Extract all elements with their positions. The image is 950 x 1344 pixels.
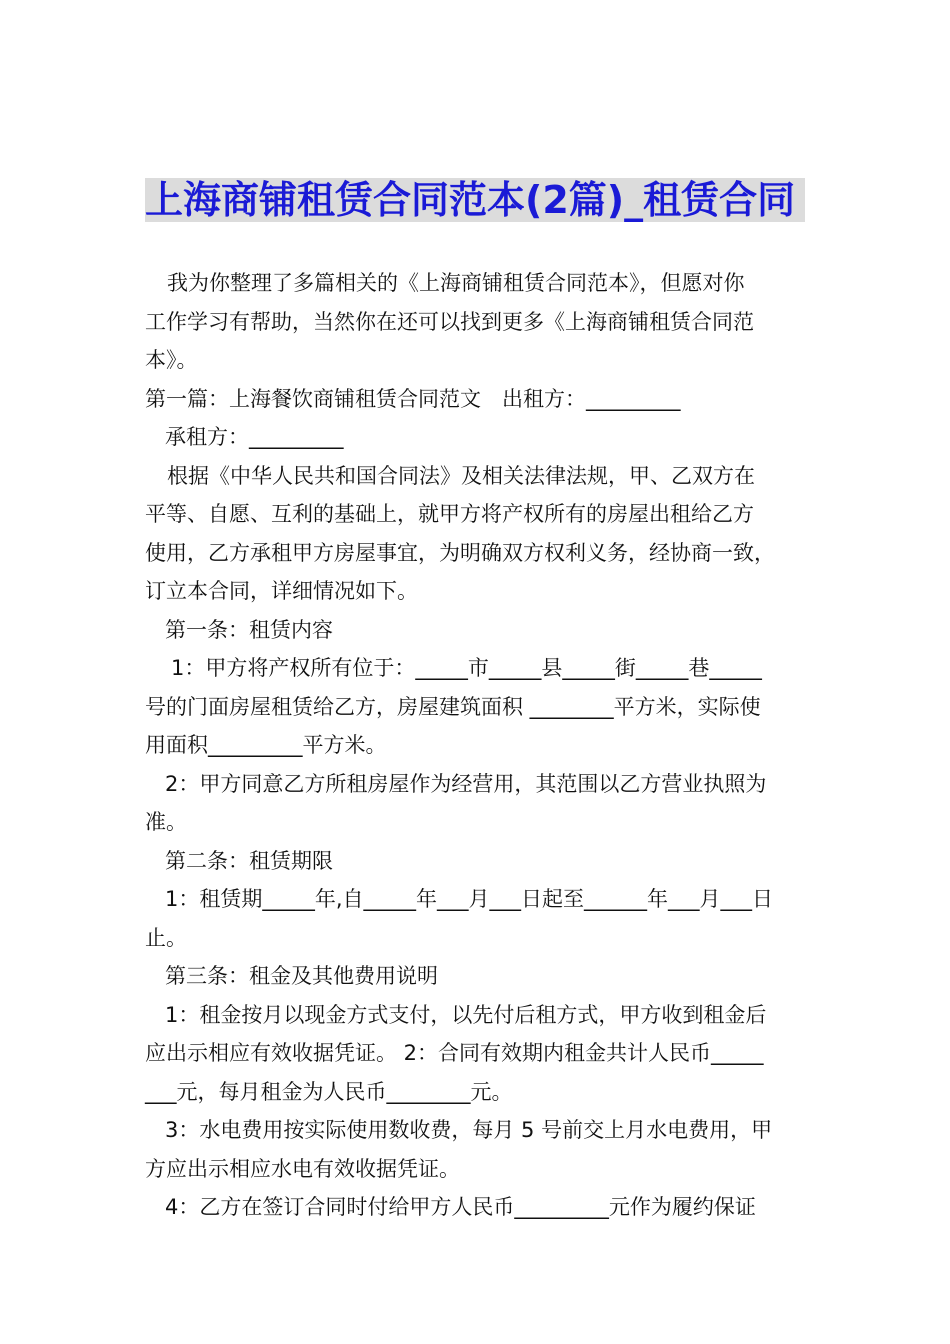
paragraph-line: 用面积_________平方米。 bbox=[145, 733, 387, 757]
paragraph-line: 使用，乙方承租甲方房屋事宜，为明确双方权利义务，经协商一致， bbox=[145, 540, 775, 565]
paragraph-line: 订立本合同，详细情况如下。 bbox=[145, 579, 418, 603]
paragraph-line: 4：乙方在签订合同时付给甲方人民币_________元作为履约保证 bbox=[165, 1195, 756, 1219]
paragraph-line: 工作学习有帮助，当然你在还可以找到更多《上海商铺租赁合同范 bbox=[145, 309, 754, 334]
section-heading: 第三条：租金及其他费用说明 bbox=[165, 964, 438, 988]
paragraph-line: 2：甲方同意乙方所租房屋作为经营用，其范围以乙方营业执照为 bbox=[165, 771, 767, 796]
paragraph-line: 方应出示相应水电有效收据凭证。 bbox=[145, 1156, 460, 1181]
paragraph-line: 我为你整理了多篇相关的《上海商铺租赁合同范本》，但愿对你 bbox=[167, 271, 745, 295]
paragraph-line: 平等、自愿、互利的基础上，就甲方将产权所有的房屋出租给乙方 bbox=[145, 502, 754, 526]
paragraph-line: 1：租金按月以现金方式支付，以先付后租方式，甲方收到租金后 bbox=[165, 1002, 767, 1027]
paragraph-line: 1：甲方将产权所有位于：_____市_____县_____街_____巷_____ bbox=[171, 656, 762, 680]
title-highlight bbox=[145, 178, 805, 222]
paragraph-line: 号的门面房屋租赁给乙方，房屋建筑面积 ________平方米，实际使 bbox=[145, 694, 761, 719]
paragraph-line: 承租方：_________ bbox=[165, 425, 344, 449]
section-heading: 第一条：租赁内容 bbox=[165, 617, 333, 642]
document-body bbox=[145, 264, 815, 1227]
paragraph-line: 3：水电费用按实际使用数收费，每月 5 号前交上月水电费用，甲 bbox=[165, 1118, 773, 1142]
document-title: 上海商铺租赁合同范本(2篇)_租赁合同 bbox=[145, 178, 796, 222]
paragraph-line: ___元，每月租金为人民币________元。 bbox=[145, 1079, 513, 1104]
section-heading: 第二条：租赁期限 bbox=[165, 848, 333, 873]
paragraph-line: 准。 bbox=[145, 810, 187, 834]
paragraph-line: 1：租赁期_____年,自_____年___月___日起至______年___月___日 bbox=[165, 887, 774, 911]
paragraph-line: 本》。 bbox=[145, 348, 198, 372]
paragraph-line: 根据《中华人民共和国合同法》及相关法律法规，甲、乙双方在 bbox=[167, 463, 755, 488]
paragraph-line: 第一篇：上海餐饮商铺租赁合同范文 出租方：_________ bbox=[145, 386, 681, 411]
paragraph-line: 应出示相应有效收据凭证。 2：合同有效期内租金共计人民币_____ bbox=[145, 1041, 764, 1065]
paragraph-line: 止。 bbox=[145, 925, 187, 950]
